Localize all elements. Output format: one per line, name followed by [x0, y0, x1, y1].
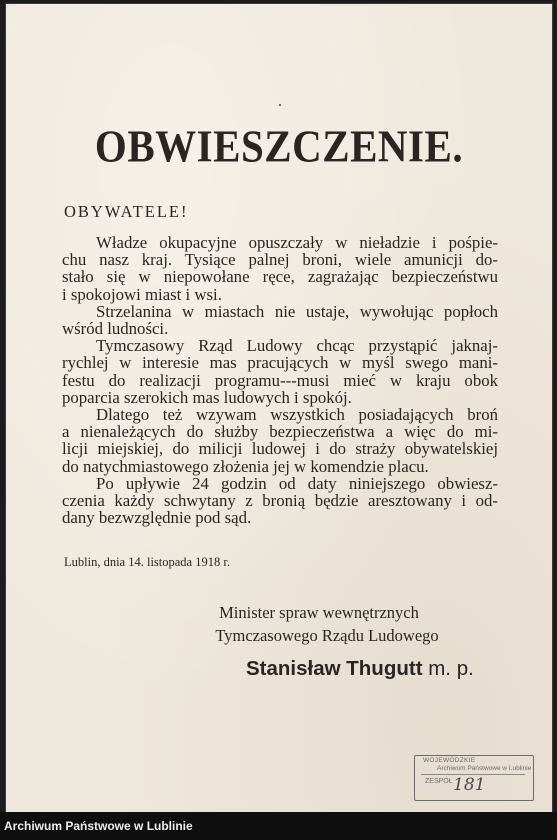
text-line: i spokojowi miast i wsi.	[62, 284, 222, 304]
text-line: a nienależących do służby bezpieczeństwa a więc do mi-	[62, 422, 498, 442]
stamp-line2: Archiwum Państwowe w Lublinie	[437, 765, 532, 772]
announcement-body	[62, 234, 498, 526]
text-line: wśród ludności.	[62, 319, 169, 339]
text-line: czenia każdy schwytany z bronią będzie aresztowany i od-	[62, 491, 498, 511]
stamp-label: ZESPÓŁ	[425, 778, 453, 785]
stamp-number: 181	[453, 775, 486, 795]
punch-mark	[279, 104, 281, 106]
signature-title-line2: Tymczasowego Rządu Ludowego	[215, 626, 439, 645]
signature-suffix: m. p.	[428, 657, 474, 680]
text-line: Tymczasowy Rząd Ludowy chcąc przystąpić jaknaj-	[96, 336, 498, 356]
archive-credit-bar	[0, 812, 557, 840]
text-line: stało się w niepowołane ręce, zagrażając bezpieczeństwu	[62, 267, 498, 287]
paragraph-5	[62, 475, 498, 527]
paragraph-2	[62, 303, 498, 337]
text-line: Strzelanina w miastach nie ustaje, wywołując popłoch	[96, 301, 498, 321]
date-line: Lublin, dnia 14. listopada 1918 r.	[64, 555, 230, 569]
text-line: chu nasz kraj. Tysiące palnej broni, wiele amunicji do-	[62, 250, 498, 270]
salutation: OBYWATELE!	[64, 202, 189, 221]
text-line: rychlej w interesie mas pracujących w myśl swego mani-	[62, 353, 498, 373]
text-line: festu do realizacji programu---musi mieć w kraju obok	[62, 370, 498, 390]
text-line: Władze okupacyjne opuszczały w nieładzie i pośpie-	[96, 233, 498, 252]
text-line: Po upływie 24 godzin od daty niniejszego obwiesz-	[96, 473, 498, 493]
text-line: Dlatego też wzywam wszystkich posiadających broń	[96, 405, 498, 425]
text-line: licji miejskiej, do milicji ludowej i do straży obywatelskiej	[62, 439, 498, 459]
poster-title: OBWIESZCZENIE.	[94, 120, 464, 172]
signatory-name: Stanisław Thugutt	[246, 657, 423, 680]
signature-name	[246, 657, 474, 681]
text-line: dany bezwzględnie pod sąd.	[62, 508, 252, 528]
archive-stamp	[414, 755, 534, 801]
poster-sheet	[6, 4, 552, 812]
signature-title-line1: Minister spraw wewnętrznych	[219, 603, 419, 622]
stamp-line1: WOJEWÓDZKIE	[423, 757, 476, 764]
paragraph-1	[62, 234, 498, 303]
text-line: poparcia szerokich mas ludowych i spokój.	[62, 387, 352, 407]
archive-credit: Archiwum Państwowe w Lublinie	[4, 819, 193, 833]
paragraph-3	[62, 337, 498, 406]
paragraph-4	[62, 406, 498, 475]
text-line: do natychmiastowego złożenia jej w komendzie placu.	[62, 456, 429, 476]
